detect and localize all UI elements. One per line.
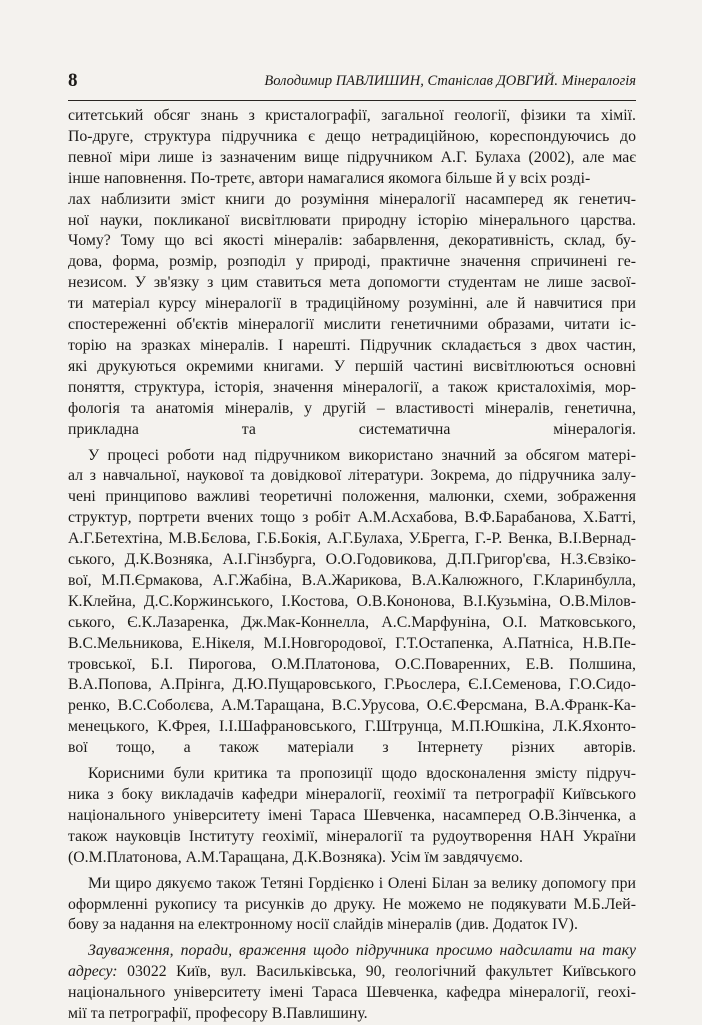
text-line: певної міри лише із зазначеним вище підручником А.Г. Булаха (2002), але має [68, 148, 636, 166]
page-number: 8 [68, 70, 78, 91]
text-line: мії та петрографії, професору В.Павлишину. [68, 1005, 368, 1023]
text-line: вої, М.П.Єрмакова, А.Г.Жабіна, В.А.Жарикова, В.А.Калюжного, Г.Кларинбулла, [68, 571, 636, 589]
text-line: інше наповнення. По-третє, автори намагалися якомога більше й у всіх розді- [68, 169, 591, 187]
text-line: тровської, Б.І. Пирогова, О.М.Платонова, О.С.Поваренних, Е.В. Полшина, [68, 655, 636, 673]
text-line: ситетський обсяг знань з кристалографії, загальної геології, фізики та хімії. [68, 107, 636, 124]
text-line [68, 764, 636, 785]
text-line [68, 446, 636, 467]
text-line-content: Ми щиро дякуємо також Тетяні Гордієнко і Олені Білан за велику допомогу при [88, 874, 636, 892]
address-text: 03022 Київ, вул. Васильківська, 90, геологічний факультет Київського [117, 963, 636, 981]
text-line: лах наблизити зміст книги до розуміння мінералогії насамперед як генетич- [68, 190, 636, 208]
text-line: А.Г.Бетехтіна, М.В.Бєлова, Г.Б.Бокія, А.Г.Булаха, У.Брегга, Г.-Р. Венка, В.І.Вернад- [68, 530, 636, 548]
text-line: В.С.Мельникова, Е.Нікеля, М.І.Новгородової, Г.Т.Остапенка, А.Патніса, Н.В.Пе- [68, 634, 636, 652]
text-line: ти матеріал курсу мінералогії в традиційному розумінні, але й навчитися при [68, 295, 636, 313]
text-line: також науковців Інституту геохімії, мінералогії та рудоутворення НАН України [68, 827, 636, 845]
text-line: ної науки, покликаної висвітлювати природну історію мінерального царства. [68, 211, 636, 229]
text-line: дова, форма, розмір, розподіл у природі, практичне значення спричинені ге- [68, 253, 636, 271]
text-line: оформленні рукопису та рисунків до друку. Не можемо не подякувати М.Б.Лей- [68, 895, 636, 913]
text-line: (О.М.Платонова, А.М.Таращана, Д.К.Возняка). Усім їм завдячуємо. [68, 848, 523, 866]
text-line: ського, Д.К.Возняка, А.І.Гінзбурга, О.О.Годовикова, Д.П.Григор'єва, Н.З.Євзіко- [68, 551, 636, 569]
text-line: національного університету імені Тараса Шевченка, насамперед О.В.Зінченка, а [68, 806, 636, 824]
address-label-italic: адресу: [68, 963, 118, 981]
text-line [68, 962, 636, 983]
text-line: торію на зразках мінералів. І нарешті. Підручник складається з двох частин, [68, 336, 636, 354]
text-line: незисом. У зв'язку з цим ставиться мета допомогти студентам не лише засвої- [68, 274, 636, 292]
text-line: Чому? Тому що всі якості мінералів: забарвлення, декоративність, склад, бу- [68, 232, 636, 250]
text-line: фологія та анатомія мінералів, у другій – властивості мінералів, генетична, [68, 399, 636, 417]
text-line: К.Клейна, Д.С.Коржинського, І.Костова, О.В.Кононова, В.І.Кузьміна, О.В.Мілов- [68, 592, 636, 610]
text-line-content: Корисними були критика та пропозиції щодо вдосконалення змісту підруч- [88, 765, 636, 783]
text-line: прикладна та систематична мінералогія. [68, 420, 636, 438]
text-line: національного університету імені Тараса Шевченка, кафедра мінералогії, геохі- [68, 984, 636, 1002]
text-line: По-друге, структура підручника є дещо нетрадиційною, кореспондуючись до [68, 127, 636, 145]
text-line: структур, портрети вчених тощо з робіт А.М.Асхабова, В.Ф.Барабанова, Х.Батті, [68, 509, 636, 527]
text-line: ського, Є.К.Лазаренка, Дж.Мак-Коннелла, А.С.Марфуніна, О.І. Матковського, [68, 613, 636, 631]
text-line: ренко, В.С.Соболєва, А.М.Таращана, В.С.Урусова, О.Є.Ферсмана, В.А.Франк-Ка- [68, 697, 636, 715]
text-line: бову за надання на електронному носії слайдів мінералів (див. Додаток IV). [68, 916, 578, 934]
text-line: вої тощо, а також матеріали з Інтернету різних авторів. [68, 739, 636, 757]
text-line: поняття, структура, історія, значення мінералогії, а також кристалохімія, мор- [68, 378, 636, 396]
address-note-italic: Зауваження, поради, враження щодо підручника просимо надсилати на таку [88, 942, 636, 960]
text-line [68, 941, 636, 962]
text-line [68, 874, 636, 895]
text-line: чені принципово важливі теоретичні положення, малюнки, схеми, зображення [68, 488, 636, 506]
text-line: ника з боку викладачів кафедри мінералогії, геохімії та петрографії Київського [68, 786, 636, 803]
body-text [68, 106, 636, 1025]
text-line-content: У процесі роботи над підручником використано значний за обсягом матері- [88, 446, 636, 464]
text-line: які друкуються окремими книгами. У першій частині висвітлюються основні [68, 357, 636, 375]
text-line: менецького, К.Фрея, І.І.Шафрановського, Г.Штрунца, М.П.Юшкіна, Л.К.Яхонто- [68, 718, 636, 736]
text-line: спостереженні об'єктів мінералогії мислити генетичними образами, читати іс- [68, 316, 636, 334]
running-header [68, 68, 636, 101]
text-line: ал з навчальної, наукової та довідкової літератури. Зокрема, до підручника залу- [68, 467, 636, 485]
running-title: Володимир ПАВЛИШИН, Станіслав ДОВГИЙ. Мінералогія [264, 73, 636, 89]
text-line: В.А.Попова, А.Прінга, Д.Ю.Пущаровського, Г.Рьослера, Є.І.Семенова, Г.О.Сидо- [68, 676, 636, 694]
